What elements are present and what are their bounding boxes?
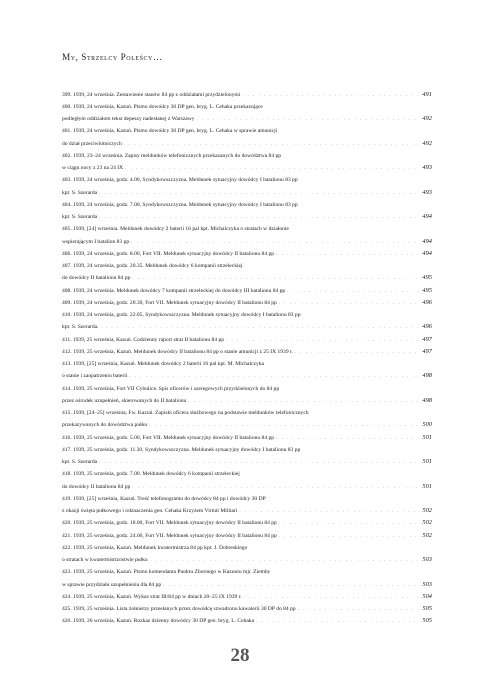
toc-entry	[62, 138, 432, 150]
toc-entry-page: 498	[422, 396, 432, 404]
dot-leader	[132, 272, 420, 284]
toc-entry-text: 421. 1939, 25 września, godz. 24.00, Fort VII. Meldunek sytuacyjny dowódcy II batalionu 84 pp	[62, 532, 277, 539]
dot-leader	[279, 297, 421, 309]
dot-leader	[239, 505, 420, 517]
toc-entry	[62, 199, 432, 211]
dot-leader	[132, 481, 420, 493]
toc-entry-page: 497	[422, 347, 432, 355]
toc-entry	[62, 579, 432, 591]
dot-leader	[99, 456, 420, 468]
toc-entry-text: do dział przeciwlotniczych	[62, 140, 122, 147]
toc-entry	[62, 456, 432, 468]
toc-entry-page: 497	[422, 335, 432, 343]
toc-entry-text: o stratach w kwatermistrzostwie pułku	[62, 557, 148, 563]
toc-entry-page: 494	[422, 213, 432, 220]
toc-entry	[62, 150, 432, 162]
toc-entry-text: w sprawie przydziału uzupełnienia dla 84 pp	[62, 581, 162, 588]
toc-entry-page: 495	[422, 274, 432, 282]
toc-entry	[62, 285, 432, 297]
toc-entry-text: 418. 1939, 25 września, godz. 7.00. Meldunek dowódcy 6 kompanii strzeleckiej	[62, 471, 240, 478]
toc-entry-text: 404. 1939, 24 września, godz. 7.00, Syndykowszczyzna. Meldunek sytuacyjny dowódcy I batalionu 83 pp	[62, 201, 298, 208]
toc-entry	[62, 530, 432, 542]
toc-entry-text: 413. 1939, [25] września, Kazuń. Meldunek dowódcy 2 baterii 16 pal kpt. M. Michalczyka	[62, 361, 264, 367]
toc-entry-page: 505	[422, 605, 432, 612]
toc-entry-text: 422. 1939, 25 września, Kazuń. Meldunek kwatermistrza 84 pp kpt. J. Dobreskiego	[62, 544, 248, 551]
dot-leader	[287, 285, 420, 297]
toc-entry-text: 415. 1939, [24–25] września, Fw. Kazuń. Zapiski oficera służbowego na podstawie meldunków telefonicznych	[62, 410, 309, 416]
toc-entry-page: 502	[422, 531, 432, 539]
dot-leader	[129, 370, 420, 382]
toc-entry	[62, 272, 432, 284]
dot-leader	[298, 603, 421, 615]
dot-leader	[276, 248, 420, 260]
toc-entry-page: 494	[422, 237, 432, 245]
toc-entry-text: wspierającym I batalion 83 pp	[62, 238, 130, 245]
toc-entry	[62, 444, 432, 456]
toc-entry-page: 491	[422, 90, 432, 98]
toc-entry	[62, 383, 432, 395]
toc-entry-text: przez ośrodek uzupełnień, skierowanych do II batalionu	[62, 397, 187, 404]
toc-entry	[62, 566, 432, 578]
toc-entry-text: 409. 1939, 24 września, godz. 20.30, Fort VII. Meldunek sytuacyjny dowódcy II batalionu 84 pp	[62, 299, 277, 306]
dot-leader	[149, 419, 420, 431]
toc-entry-text: 399. 1939, 24 września. Zestawienie stanów 84 pp z oddziałami przydzielonymi	[62, 91, 241, 98]
toc-entry-text: kpt. S. Szerarda	[62, 214, 98, 220]
toc-entry-page: 502	[422, 519, 432, 527]
toc-entry	[62, 432, 432, 444]
toc-entry-page: 494	[422, 249, 432, 257]
toc-entry-page: 492	[422, 115, 432, 122]
toc-entry	[62, 591, 432, 603]
toc-entry	[62, 321, 432, 333]
dot-leader	[244, 591, 421, 603]
dot-leader	[242, 89, 420, 101]
dot-leader	[163, 579, 420, 591]
toc-entry-text: 412. 1939, 25 września, Kazuń. Meldunek dowódcy II batalionu 84 pp o stanie amunicji z 25 IX 1939 r.	[62, 348, 293, 355]
dot-leader	[99, 211, 420, 223]
toc-entry-page: 503	[422, 580, 432, 588]
toc-entry-text: 426. 1939, 26 września, Kazuń. Rozkaz dzienny dowódcy 30 DP gen. bryg. L. Cehaka	[62, 618, 255, 625]
toc-entry-text: do dowódcy II batalionu 84 pp	[62, 483, 131, 490]
toc-entry	[62, 248, 432, 260]
toc-entry	[62, 419, 432, 431]
toc-entry-page: 492	[422, 139, 432, 147]
dot-leader	[131, 236, 420, 248]
toc-entry	[62, 223, 432, 235]
toc-entry-text: kpt. S. Szerarda.	[62, 324, 99, 331]
dot-leader	[256, 615, 420, 627]
toc-entry-page: 493	[422, 188, 432, 196]
toc-entry	[62, 481, 432, 493]
toc-entry-text: 420. 1939, 25 września, godz. 18.00, Fort VII. Meldunek sytuacyjny dowódcy II batalionu 84 pp	[62, 520, 277, 527]
toc-entry-text: 425. 1939, 25 września. Lista żołnierzy przesłanych przez dowódcę szwadronu kawalerii 30 DP do 84 pp	[62, 606, 296, 612]
toc-entry-text: 407. 1939, 24 września, godz. 20.35. Meldunek dowódcy 6 kompanii strzeleckiej	[62, 263, 243, 269]
toc-entry	[62, 174, 432, 186]
toc-entry-text: 402. 1939, 23–24 września. Zapisy meldunków telefonicznych przekazanych do dowództwa 84 pp	[62, 152, 282, 159]
toc-entry-text: 417. 1939, 25 września, godz. 11.30, Syndykowszczyzna. Meldunek sytuacyjny dowódcy I batalionu 83 pp	[62, 446, 301, 453]
toc-entry	[62, 297, 432, 309]
dot-leader	[150, 554, 421, 566]
toc-entry	[62, 125, 432, 137]
toc-entry-text: 414. 1939, 25 września, Fort VII Cybulice. Spis oficerów i szeregowych przydzielonych do 84 pp	[62, 385, 280, 392]
toc-entry-page: 496	[422, 323, 432, 331]
toc-entry-page: 503	[422, 556, 432, 563]
toc-entry-text: z okazji święta pułkowego i odznaczenia gen. Cehaka Krzyżem Virtuti Militari	[62, 508, 238, 514]
toc-entry	[62, 309, 432, 321]
page-number: 28	[230, 645, 250, 666]
toc-entry-page: 495	[422, 286, 432, 294]
toc-entry	[62, 346, 432, 358]
toc-entry-page: 501	[422, 482, 432, 490]
toc-entry-page: 505	[422, 617, 432, 625]
toc-entry-text: do dowódcy II batalionu 84 pp	[62, 275, 131, 282]
table-of-contents	[62, 89, 432, 628]
dot-leader	[226, 334, 420, 346]
dot-leader	[295, 346, 420, 358]
toc-entry	[62, 211, 432, 223]
toc-entry	[62, 505, 432, 517]
toc-entry-text: 405. 1939, [24] września. Meldunek dowódcy 2 baterii 16 pal kpt. Michalczyka o stratach w działonie	[62, 226, 289, 233]
toc-entry-page: 498	[422, 372, 432, 380]
toc-entry	[62, 89, 432, 101]
toc-entry	[62, 162, 432, 174]
toc-entry-page: 493	[422, 164, 432, 171]
toc-entry	[62, 113, 432, 125]
toc-entry-text: kpt. S. Szerarda	[62, 459, 98, 465]
dot-leader	[188, 395, 420, 407]
toc-entry	[62, 395, 432, 407]
dot-leader	[99, 187, 420, 199]
dot-leader	[279, 517, 421, 529]
dot-leader	[279, 530, 421, 542]
toc-entry-text: 410. 1939, 24 września, godz. 22.05, Syndykowszczyzna. Meldunek sytuacyjny dowódcy I batalionu 83 pp	[62, 312, 301, 318]
toc-entry	[62, 554, 432, 566]
dot-leader	[276, 432, 420, 444]
toc-entry-text: 416. 1939, 25 września, godz. 5.00, Fort VII. Meldunek sytuacyjny dowódcy II batalionu 84 pp	[62, 434, 275, 441]
toc-entry	[62, 260, 432, 272]
toc-entry-page: 501	[422, 458, 432, 465]
toc-entry	[62, 334, 432, 346]
toc-entry-page: 504	[422, 592, 432, 600]
toc-entry-page: 496	[422, 298, 432, 306]
toc-entry	[62, 370, 432, 382]
toc-entry	[62, 101, 432, 113]
toc-entry-text: 403. 1939, 24 września, godz. 4.00, Syndykowszczyzna. Meldunek sytuacyjny dowódcy I batalionu 83 pp	[62, 177, 298, 184]
toc-entry-text: o stanie i zaopatrzeniu baterii	[62, 373, 128, 380]
toc-entry-text: 419. 1939, [25] września, Kazuń. Treść telefonogramu do dowódcy 84 pp i dowódcy 30 DP	[62, 495, 266, 502]
toc-entry-page: 500	[422, 421, 432, 429]
toc-entry-text: przekazywanych do dowództwa pułku	[62, 422, 148, 429]
toc-entry	[62, 358, 432, 370]
toc-entry-text: 401. 1939, 24 września, Kazuń. Pismo dowódcy 30 DP gen. bryg. L. Cehaka w sprawie amunicji	[62, 128, 278, 135]
toc-entry	[62, 517, 432, 529]
running-head: My, Strzelcy Poleścy…	[62, 52, 163, 62]
dot-leader	[101, 321, 421, 333]
toc-entry-text: podległym oddziałom tekst depeszy nadesłanej z Warszawy	[62, 116, 195, 122]
toc-entry-text: 408. 1939, 24 września. Meldunek dowódcy 7 kompanii strzeleckiej do dowódcy III batalionu 84 pp	[62, 287, 286, 294]
toc-entry	[62, 493, 432, 505]
toc-entry-page: 501	[422, 433, 432, 441]
toc-entry-text: 406. 1939, 24 września, godz. 8.00, Fort VII. Meldunek sytuacyjny dowódcy II batalionu 84 pp	[62, 250, 275, 257]
toc-entry-text: w ciągu nocy z 23 na 24 IX	[62, 165, 124, 171]
toc-entry	[62, 236, 432, 248]
toc-entry-page: 502	[422, 507, 432, 514]
toc-entry-text: 411. 1939, 25 września, Kazuń. Codzienny raport strat II batalionu 84 pp	[62, 336, 224, 343]
toc-entry-text: kpt. S. Szerarda	[62, 189, 98, 196]
toc-entry	[62, 407, 432, 419]
dot-leader	[124, 138, 421, 150]
toc-entry-text: 400. 1939, 24 września, Kazuń. Pismo dowódcy 30 DP gen. bryg. L. Cehaka przekazujące	[62, 103, 263, 110]
dot-leader	[197, 113, 421, 125]
toc-entry	[62, 468, 432, 480]
toc-entry	[62, 187, 432, 199]
dot-leader	[125, 162, 420, 174]
toc-entry	[62, 615, 432, 627]
toc-entry	[62, 542, 432, 554]
toc-entry	[62, 603, 432, 615]
toc-entry-text: 424. 1939, 25 września, Kazuń. Wykaz strat III/84 pp w dniach 20–25 IX 1939 r.	[62, 593, 242, 600]
toc-entry-text: 423. 1939, 25 września, Kazuń. Pismo komendanta Punktu Zbornego w Kazuniu mjr. Ziemby	[62, 569, 271, 576]
